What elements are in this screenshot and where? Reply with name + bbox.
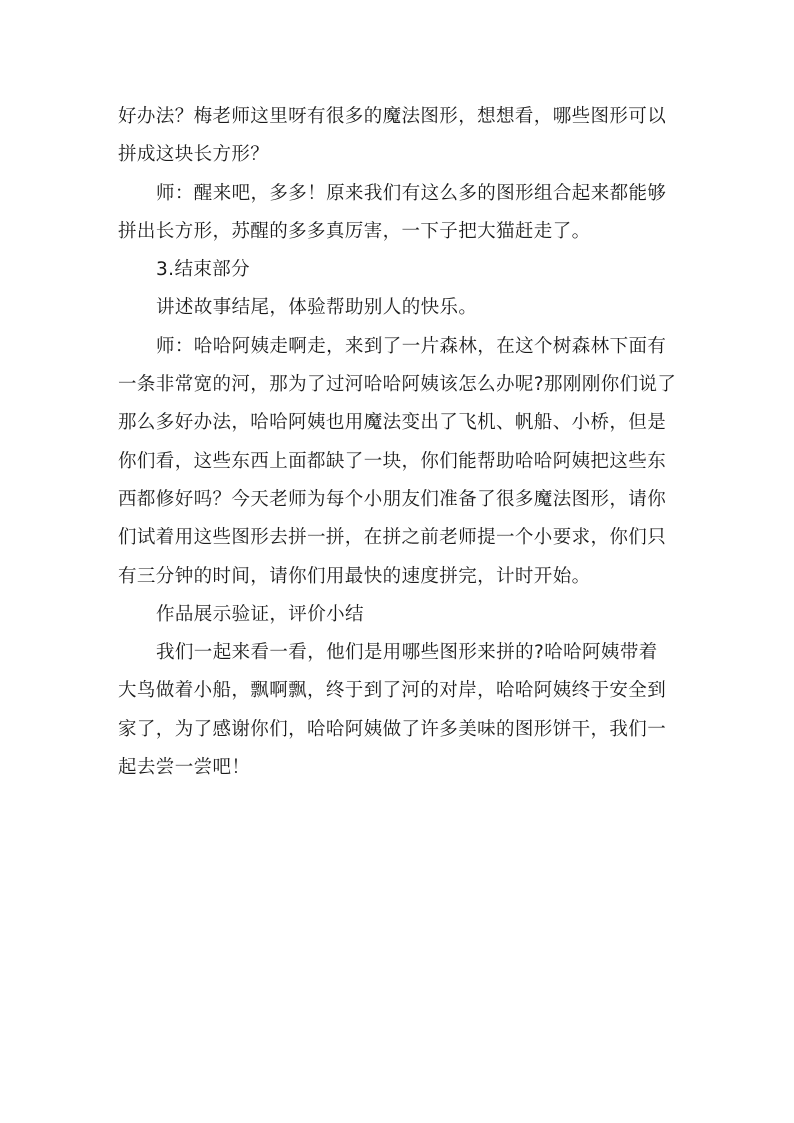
text-line: 大鸟做着小船，飘啊飘，终于到了河的对岸，哈哈阿姨终于安全到 [118,680,667,702]
text-line: 好办法？梅老师这里呀有很多的魔法图形，想想看，哪些图形可以 [118,106,667,127]
text-line: 拼成这块长方形？ [118,144,270,166]
text-line: 拼出长方形，苏醒的多多真厉害，一下子把大猫赶走了。 [118,220,591,242]
text-line: 们试着用这些图形去拼一拼，在拼之前老师提一个小要求，你们只 [118,527,667,549]
text-line: 起去尝一尝吧！ [118,757,251,779]
text-line: 你们看，这些东西上面都缺了一块，你们能帮助哈哈阿姨把这些东 [118,450,667,472]
document-body [118,98,688,787]
text-line: 那么多好办法，哈哈阿姨也用魔法变出了飞机、帆船、小桥，但是 [118,412,667,434]
text-line: 家了，为了感谢你们，哈哈阿姨做了许多美味的图形饼干，我们一 [118,718,667,740]
text-line: 讲述故事结尾，体验帮助别人的快乐。 [156,297,478,319]
text-line: 一条非常宽的河，那为了过河哈哈阿姨该怎么办呢?那刚刚你们说了 [118,374,677,396]
section-heading: 3.结束部分 [156,259,251,281]
text-line: 有三分钟的时间，请你们用最快的速度拼完，计时开始。 [118,565,591,587]
text-line: 师：哈哈阿姨走啊走，来到了一片森林，在这个树森林下面有 [156,335,667,357]
text-line: 师：醒来吧，多多！原来我们有这么多的图形组合起来都能够 [156,182,667,204]
text-line: 作品展示验证，评价小结 [156,603,364,625]
text-line: 西都修好吗？今天老师为每个小朋友们准备了很多魔法图形，请你 [118,488,667,510]
text-line: 我们一起来看一看，他们是用哪些图形来拼的?哈哈阿姨带着 [156,642,658,664]
